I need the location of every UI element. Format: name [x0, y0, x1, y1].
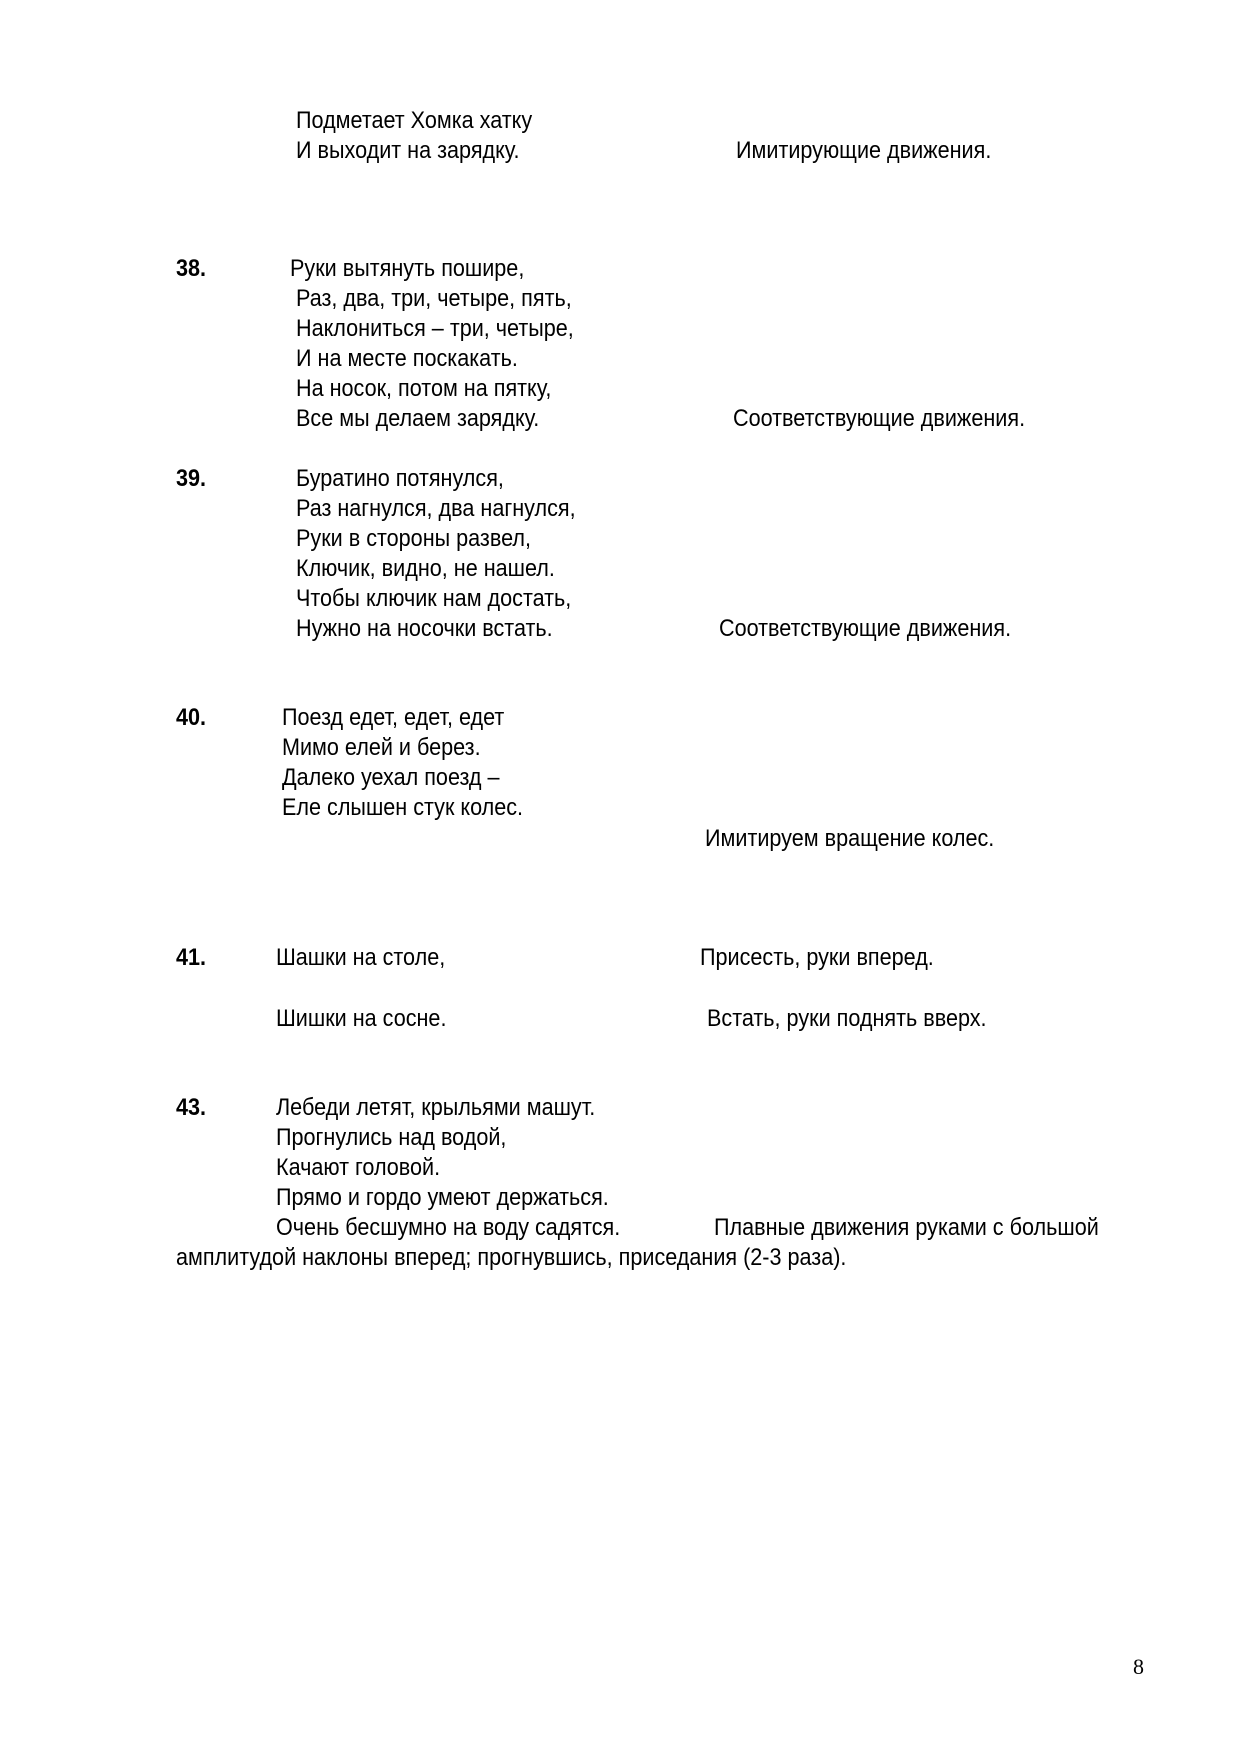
- exercise-39-number: 39.: [176, 465, 207, 492]
- exercise-40-line-4: Еле слышен стук колес.: [282, 794, 524, 821]
- exercise-43-line-3: Качают головой.: [276, 1154, 441, 1181]
- intro-line-2: И выходит на зарядку.: [296, 137, 520, 164]
- exercise-38-action: Соответствующие движения.: [733, 405, 1026, 432]
- exercise-43-action-continuation: амплитудой наклоны вперед; прогнувшись, приседания (2-3 раза).: [176, 1244, 847, 1271]
- exercise-38-line-4: И на месте поскакать.: [296, 345, 518, 372]
- exercise-41-line-2: Шишки на сосне.: [276, 1005, 447, 1032]
- exercise-41-line-1: Шашки на столе,: [276, 944, 446, 971]
- exercise-38-number: 38.: [176, 255, 207, 282]
- exercise-38-line-3: Наклониться – три, четыре,: [296, 315, 574, 342]
- exercise-39-line-1: Буратино потянулся,: [296, 465, 504, 492]
- exercise-43-action-start: Плавные движения руками с большой: [714, 1214, 1099, 1241]
- exercise-41-number: 41.: [176, 944, 207, 971]
- exercise-43-line-2: Прогнулись над водой,: [276, 1124, 507, 1151]
- exercise-38-line-1: Руки вытянуть пошире,: [290, 255, 525, 282]
- exercise-40-line-3: Далеко уехал поезд –: [282, 764, 500, 791]
- exercise-39-action: Соответствующие движения.: [719, 615, 1012, 642]
- intro-line-1: Подметает Хомка хатку: [296, 107, 533, 134]
- exercise-39-line-6: Нужно на носочки встать.: [296, 615, 553, 642]
- exercise-38-line-6: Все мы делаем зарядку.: [296, 405, 540, 432]
- exercise-40-action: Имитируем вращение колес.: [705, 825, 995, 852]
- exercise-39-line-5: Чтобы ключик нам достать,: [296, 585, 572, 612]
- intro-action: Имитирующие движения.: [736, 137, 992, 164]
- exercise-40-number: 40.: [176, 704, 207, 731]
- exercise-40-line-2: Мимо елей и берез.: [282, 734, 481, 761]
- exercise-41-action-2: Встать, руки поднять вверх.: [707, 1005, 987, 1032]
- exercise-41-action-1: Присесть, руки вперед.: [700, 944, 934, 971]
- exercise-43-line-4: Прямо и гордо умеют держаться.: [276, 1184, 609, 1211]
- exercise-43-line-5: Очень бесшумно на воду садятся.: [276, 1214, 621, 1241]
- page-number: 8: [1133, 1654, 1144, 1679]
- exercise-39-line-3: Руки в стороны развел,: [296, 525, 531, 552]
- exercise-40-line-1: Поезд едет, едет, едет: [282, 704, 505, 731]
- exercise-39-line-4: Ключик, видно, не нашел.: [296, 555, 555, 582]
- exercise-39-line-2: Раз нагнулся, два нагнулся,: [296, 495, 576, 522]
- exercise-38-line-2: Раз, два, три, четыре, пять,: [296, 285, 572, 312]
- exercise-43-line-1: Лебеди летят, крыльями машут.: [276, 1094, 596, 1121]
- exercise-43-number: 43.: [176, 1094, 207, 1121]
- exercise-38-line-5: На носок, потом на пятку,: [296, 375, 552, 402]
